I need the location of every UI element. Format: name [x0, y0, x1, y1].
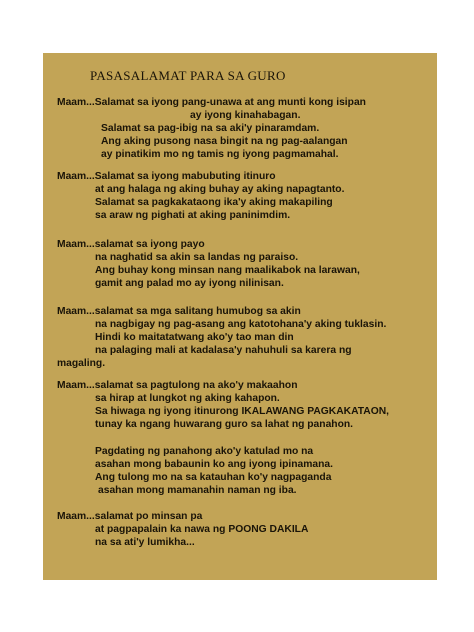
poem-line: Maam...salamat sa iyong payo	[57, 239, 205, 250]
poem-line: ay iyong kinahabagan.	[190, 110, 301, 121]
poem-line: Maam...Salamat sa iyong pang-unawa at ang munti kong isipan	[57, 97, 366, 108]
poem-line: Ang tulong mo na sa katauhan ko'y nagpaganda	[95, 472, 332, 483]
poem-line: na sa ati'y lumikha...	[95, 537, 195, 548]
poem-line: magaling.	[57, 358, 106, 369]
poem-title: PASASALAMAT PARA SA GURO	[90, 68, 286, 83]
poem-line: na naghatid sa akin sa landas ng paraiso.	[95, 252, 299, 263]
poem-line: sa araw ng pighati at aking paninimdim.	[95, 210, 291, 221]
poem-line: Maam...Salamat sa iyong mabubuting itinuro	[57, 171, 276, 182]
poem-line: Sa hiwaga ng iyong itinurong IKALAWANG PAGKAKATAON,	[95, 406, 390, 417]
poem-line: at ang halaga ng aking buhay ay aking napagtanto.	[95, 184, 345, 195]
poem-line: at pagpapalain ka nawa ng POONG DAKILA	[95, 524, 309, 535]
poem-line: Maam...salamat po minsan pa	[57, 511, 203, 522]
document-page	[43, 53, 437, 580]
poem-line: na palaging mali at kadalasa'y nahuhuli sa karera ng	[95, 345, 352, 356]
poem-line: Pagdating ng panahong ako'y katulad mo na	[95, 446, 314, 457]
poem-line: Ang buhay kong minsan nang maalikabok na larawan,	[95, 265, 360, 276]
poem-line: asahan mong mamanahin naman ng iba.	[98, 485, 297, 496]
poem-line: Ang aking pusong nasa bingit na ng pag-aalangan	[101, 136, 348, 147]
poem-line: sa hirap at lungkot ng aking kahapon.	[95, 393, 280, 404]
poem-line: gamit ang palad mo ay iyong nilinisan.	[95, 278, 284, 289]
poem-line: na nagbigay ng pag-asang ang katotohana'y aking tuklasin.	[95, 319, 387, 330]
poem-line: Maam...salamat sa pagtulong na ako'y makaahon	[57, 380, 298, 391]
poem-line: Salamat sa pag-ibig na sa aki'y pinaramdam.	[101, 123, 320, 134]
poem-line: Salamat sa pagkakataong ika'y aking makapiling	[95, 197, 333, 208]
poem-line: Maam...salamat sa mga salitang humubog sa akin	[57, 306, 301, 317]
poem-line: tunay ka ngang huwarang guro sa lahat ng panahon.	[95, 419, 354, 430]
poem-line: asahan mong babaunin ko ang iyong ipinamana.	[95, 459, 334, 470]
poem-line: Hindi ko maitatatwang ako'y tao man din	[95, 332, 294, 343]
poem-line: ay pinatikim mo ng tamis ng iyong pagmamahal.	[101, 149, 339, 160]
